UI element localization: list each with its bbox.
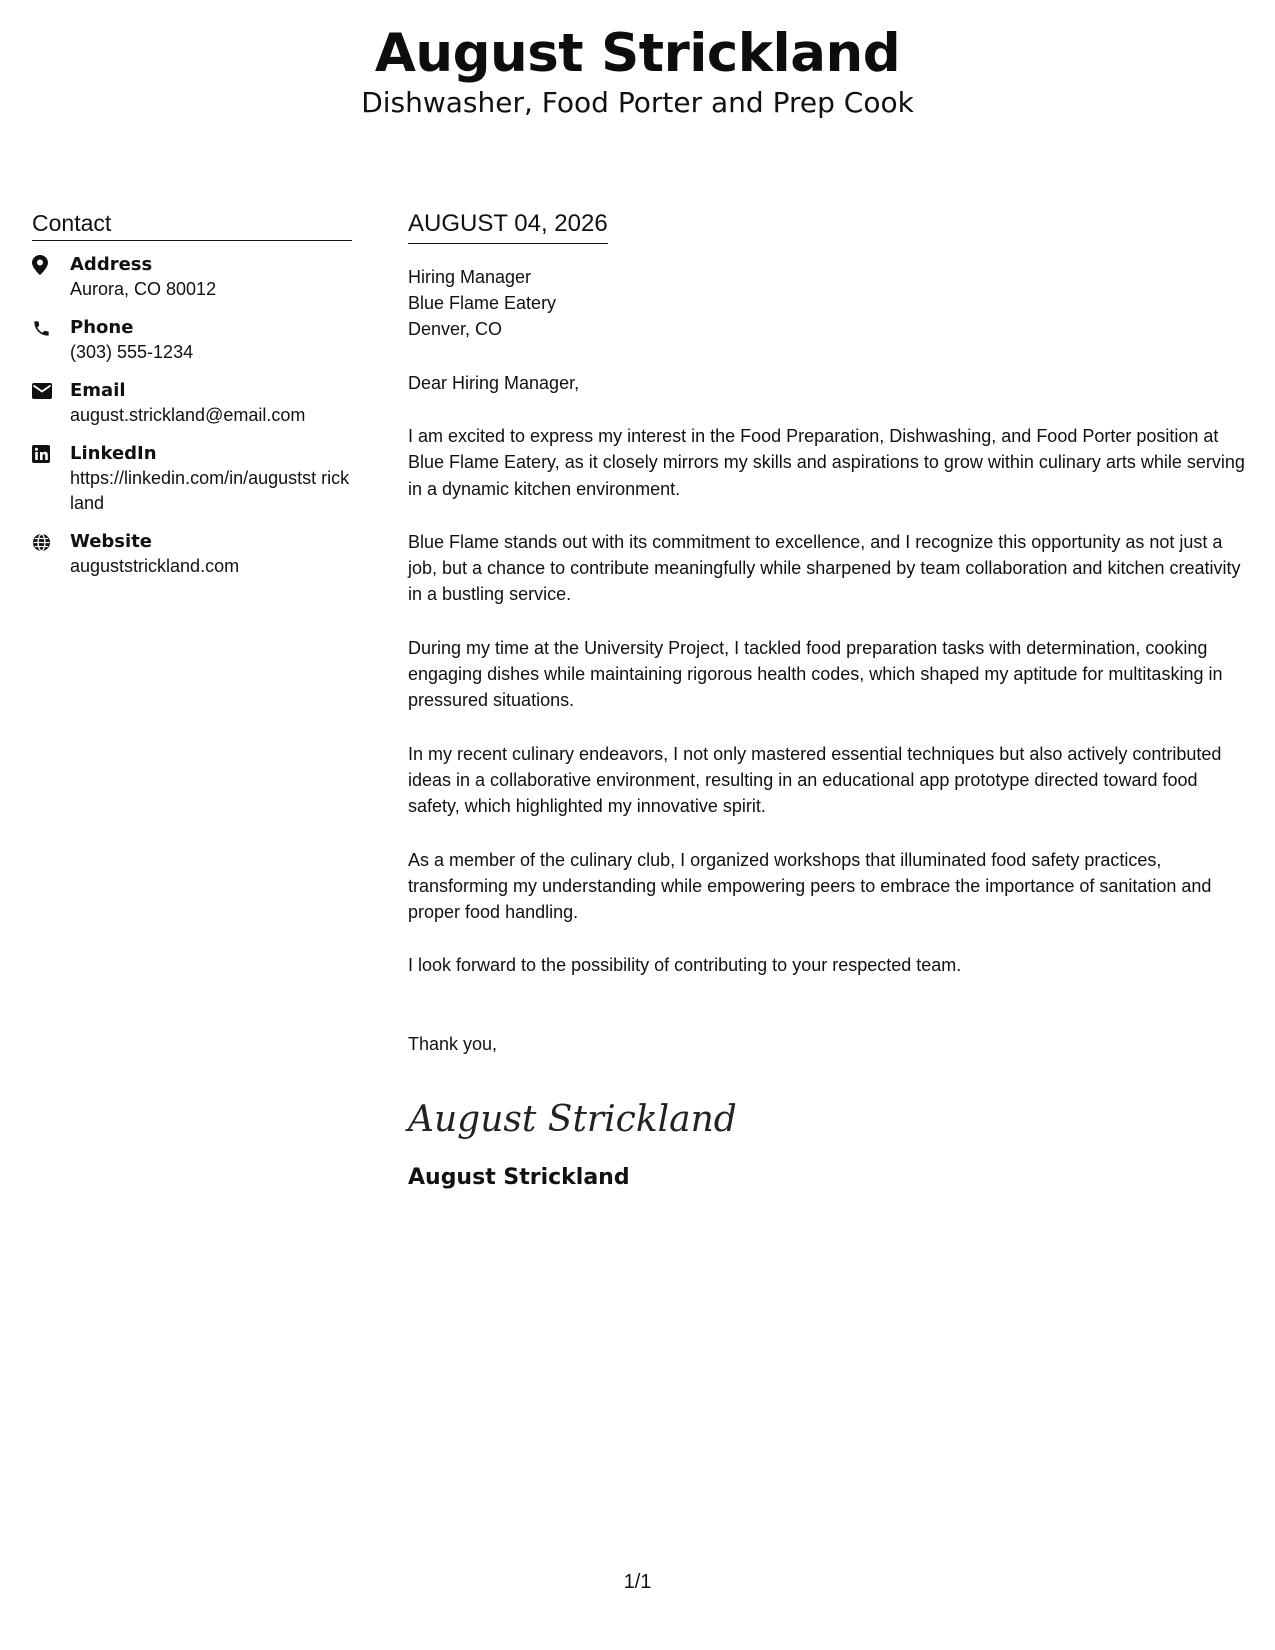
contact-item-email bbox=[32, 379, 352, 428]
contact-label: Website bbox=[70, 531, 153, 552]
closing: Thank you, bbox=[408, 1033, 498, 1054]
contact-item-address bbox=[32, 253, 352, 302]
page-number: 1/1 bbox=[623, 1571, 652, 1593]
contact-value: Aurora, CO 80012 bbox=[70, 279, 217, 299]
contact-label: Phone bbox=[70, 317, 134, 338]
contact-item-website bbox=[32, 530, 352, 579]
contact-value[interactable]: https://linkedin.com/in/augustst rickland bbox=[70, 468, 350, 513]
letter-paragraph: Blue Flame stands out with its commitment to excellence, and I recognize this opportunity as not just a job, but a chance to contribute meaningfully while sharpened by team collaboration and kitchen creativity in a bustling service. bbox=[408, 531, 1241, 605]
contact-sidebar bbox=[32, 208, 352, 593]
signature-text: August Strickland bbox=[408, 1098, 737, 1140]
letter-date: AUGUST 04, 2026 bbox=[408, 208, 608, 244]
contact-item-phone bbox=[32, 316, 352, 365]
applicant-name: August Strickland bbox=[374, 23, 901, 84]
applicant-role: Dishwasher, Food Porter and Prep Cook bbox=[361, 86, 914, 119]
contact-value: (303) 555-1234 bbox=[70, 342, 194, 362]
contact-label: LinkedIn bbox=[70, 443, 157, 464]
letter-paragraph: I am excited to express my interest in the Food Preparation, Dishwashing, and Food Porter position at Blue Flame Eatery, as it closely mirrors my skills and aspirations to grow within culinary arts while serving in a dynamic kitchen environment. bbox=[408, 426, 1245, 499]
signer-name: August Strickland bbox=[408, 1164, 630, 1190]
letter-paragraph: In my recent culinary endeavors, I not only mastered essential techniques but also actively contributed ideas in a collaborative environment, resulting in an educational app prototype directed toward food safety, which highlighted my innovative spirit. bbox=[408, 743, 1222, 817]
recipient-block bbox=[408, 264, 1248, 342]
letter-paragraph: I look forward to the possibility of contributing to your respected team. bbox=[408, 955, 962, 976]
letter-paragraph: As a member of the culinary club, I organized workshops that illuminated food safety practices, transforming my understanding while empowering peers to embrace the importance of sanitation and proper food handling. bbox=[408, 849, 1212, 923]
contact-value[interactable]: august.strickland@email.com bbox=[70, 405, 306, 425]
envelope-icon bbox=[32, 379, 70, 402]
document-header bbox=[0, 18, 1275, 122]
letter-paragraph: During my time at the University Project, I tackled food preparation tasks with determination, cooking engaging dishes while maintaining rigorous health codes, which shaped my aptitude for multitasking in pressured situations. bbox=[408, 637, 1223, 711]
salutation: Dear Hiring Manager, bbox=[408, 373, 580, 393]
contact-value[interactable]: auguststrickland.com bbox=[70, 556, 240, 576]
linkedin-icon bbox=[32, 442, 70, 465]
contact-label: Address bbox=[70, 254, 153, 275]
phone-icon bbox=[32, 316, 70, 339]
signature-image bbox=[408, 1087, 737, 1147]
contact-item-linkedin bbox=[32, 442, 352, 516]
map-pin-icon bbox=[32, 253, 70, 276]
letter-body bbox=[408, 208, 1248, 1193]
contact-label: Email bbox=[70, 380, 126, 401]
contact-heading: Contact bbox=[32, 208, 352, 241]
recipient-line: Denver, CO bbox=[408, 319, 503, 339]
recipient-line: Hiring Manager bbox=[408, 267, 532, 287]
globe-icon bbox=[32, 530, 70, 553]
recipient-line: Blue Flame Eatery bbox=[408, 293, 557, 313]
